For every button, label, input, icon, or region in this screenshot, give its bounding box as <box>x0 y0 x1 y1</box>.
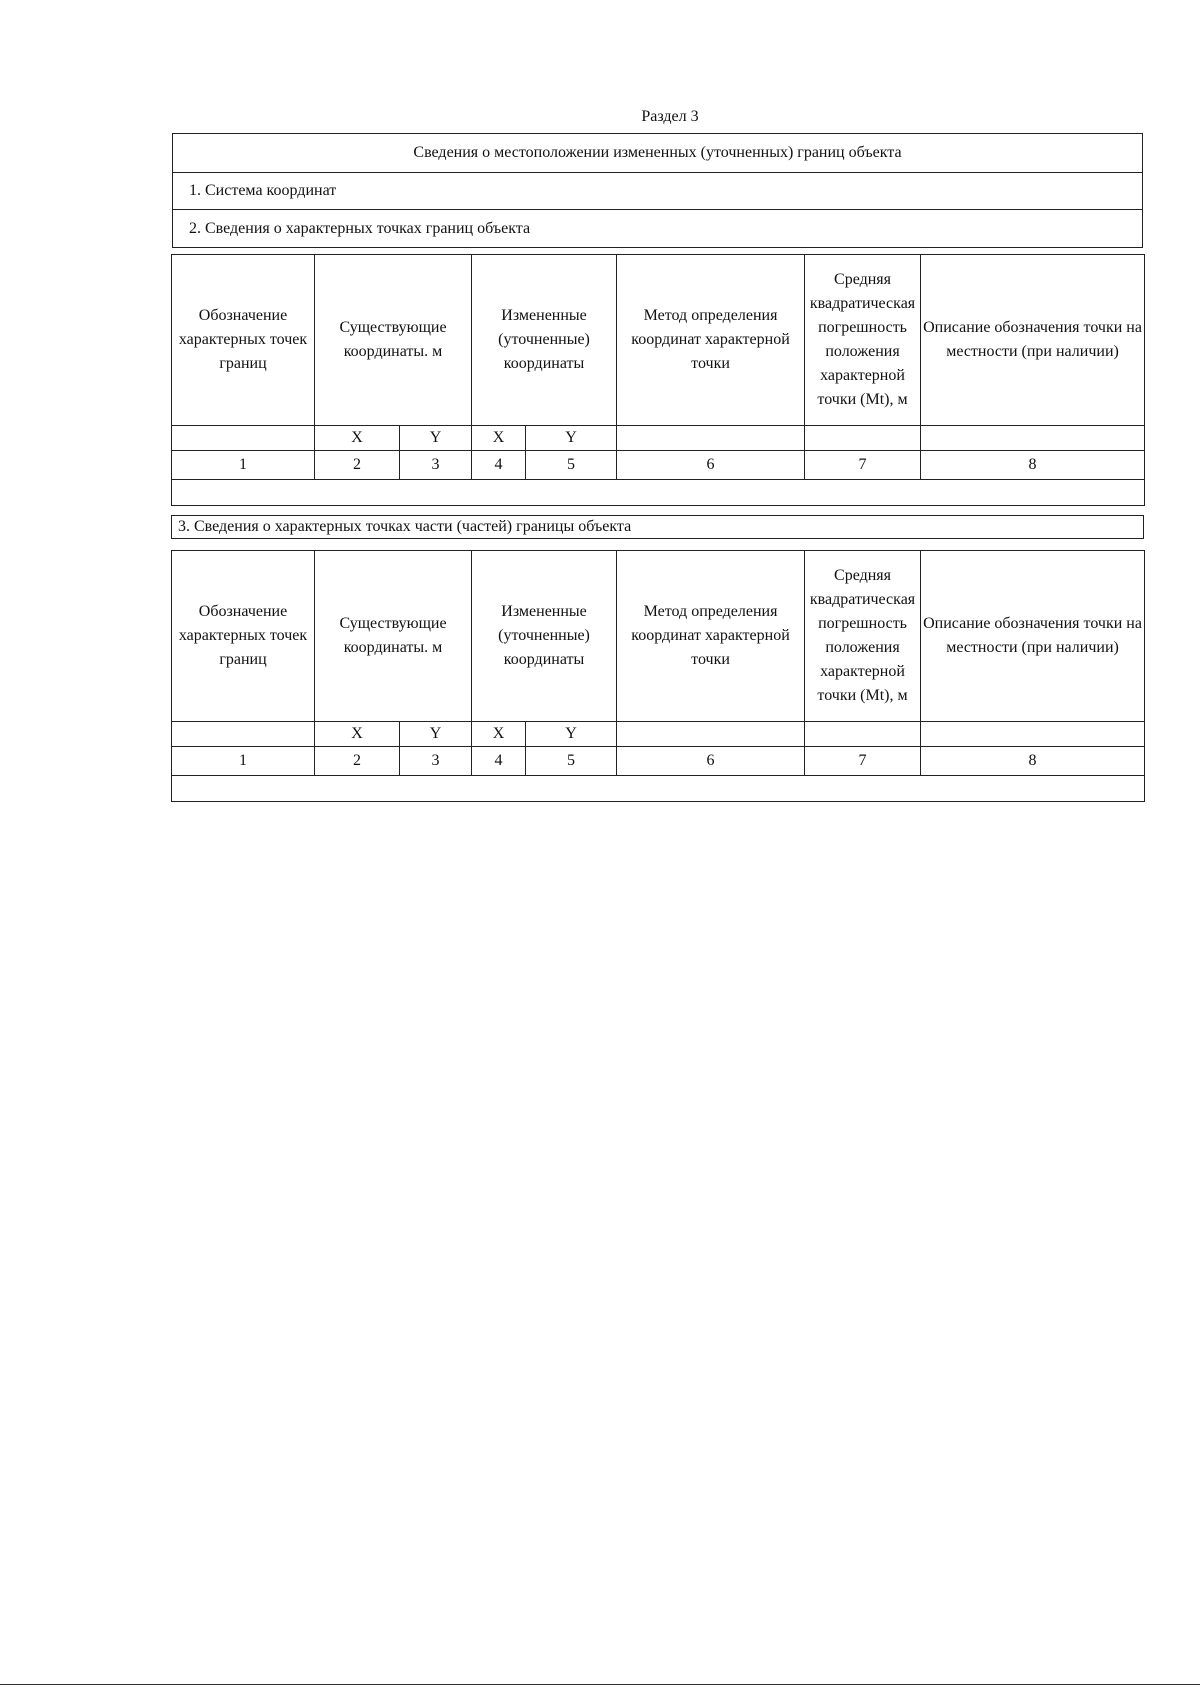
column-number: 3 <box>400 747 472 776</box>
section-title: Раздел 3 <box>641 108 699 125</box>
boundary-points-table <box>171 254 1145 506</box>
subheader-empty <box>172 722 315 747</box>
column-number: 6 <box>617 451 805 480</box>
subheader-x: X <box>472 426 526 451</box>
subheader-empty <box>805 426 921 451</box>
frame-heading: Сведения о местоположении измененных (уточненных) границ объекта <box>173 134 1142 173</box>
header-description: Описание обозначения точки на местности (при наличии) <box>921 255 1145 426</box>
part-boundary-points-label: 3. Сведения о характерных точках части (частей) границы объекта <box>171 515 1144 539</box>
subheader-empty <box>617 722 805 747</box>
subheader-row <box>172 722 1145 747</box>
header-changed-coords: Измененные (уточненные) координаты <box>472 255 617 426</box>
header-changed-coords: Измененные (уточненные) координаты <box>472 551 617 722</box>
subheader-empty <box>617 426 805 451</box>
column-number: 3 <box>400 451 472 480</box>
column-number: 5 <box>526 747 617 776</box>
coordinate-system-row: 1. Система координат <box>173 173 1142 210</box>
subheader-empty <box>921 722 1145 747</box>
header-description: Описание обозначения точки на местности (при наличии) <box>921 551 1145 722</box>
boundary-points-row: 2. Сведения о характерных точках границ объекта <box>189 219 531 237</box>
column-number: 2 <box>315 747 400 776</box>
column-number: 8 <box>921 451 1145 480</box>
empty-data-row <box>172 776 1145 802</box>
part-boundary-points-table <box>171 550 1145 802</box>
subheader-empty <box>805 722 921 747</box>
column-number-row <box>172 747 1145 776</box>
subheader-y: Y <box>526 426 617 451</box>
subheader-y: Y <box>400 722 472 747</box>
subheader-y: Y <box>400 426 472 451</box>
subheader-row <box>172 426 1145 451</box>
subheader-x: X <box>315 426 400 451</box>
header-method: Метод определения координат характерной точки <box>617 551 805 722</box>
subheader-x: X <box>472 722 526 747</box>
header-row <box>172 551 1145 722</box>
column-number: 5 <box>526 451 617 480</box>
header-existing-coords: Существующие координаты. м <box>315 551 472 722</box>
boundaries-frame <box>172 133 1143 248</box>
header-mean-error: Средняя квадратическая погрешность положения характерной точки (Mt), м <box>805 255 921 426</box>
bottom-rule <box>0 1684 1200 1685</box>
column-number: 1 <box>172 747 315 776</box>
header-existing-coords: Существующие координаты. м <box>315 255 472 426</box>
header-point-designation: Обозначение характерных точек границ <box>172 255 315 426</box>
column-number: 8 <box>921 747 1145 776</box>
column-number: 7 <box>805 451 921 480</box>
empty-data-row <box>172 480 1145 506</box>
subheader-empty <box>172 426 315 451</box>
column-number-row <box>172 451 1145 480</box>
header-method: Метод определения координат характерной точки <box>617 255 805 426</box>
column-number: 6 <box>617 747 805 776</box>
subheader-empty <box>921 426 1145 451</box>
column-number: 2 <box>315 451 400 480</box>
empty-cell <box>172 776 1145 802</box>
empty-cell <box>172 480 1145 506</box>
subheader-y: Y <box>526 722 617 747</box>
column-number: 1 <box>172 451 315 480</box>
header-row <box>172 255 1145 426</box>
header-mean-error: Средняя квадратическая погрешность положения характерной точки (Mt), м <box>805 551 921 722</box>
column-number: 4 <box>472 451 526 480</box>
subheader-x: X <box>315 722 400 747</box>
header-point-designation: Обозначение характерных точек границ <box>172 551 315 722</box>
column-number: 7 <box>805 747 921 776</box>
column-number: 4 <box>472 747 526 776</box>
